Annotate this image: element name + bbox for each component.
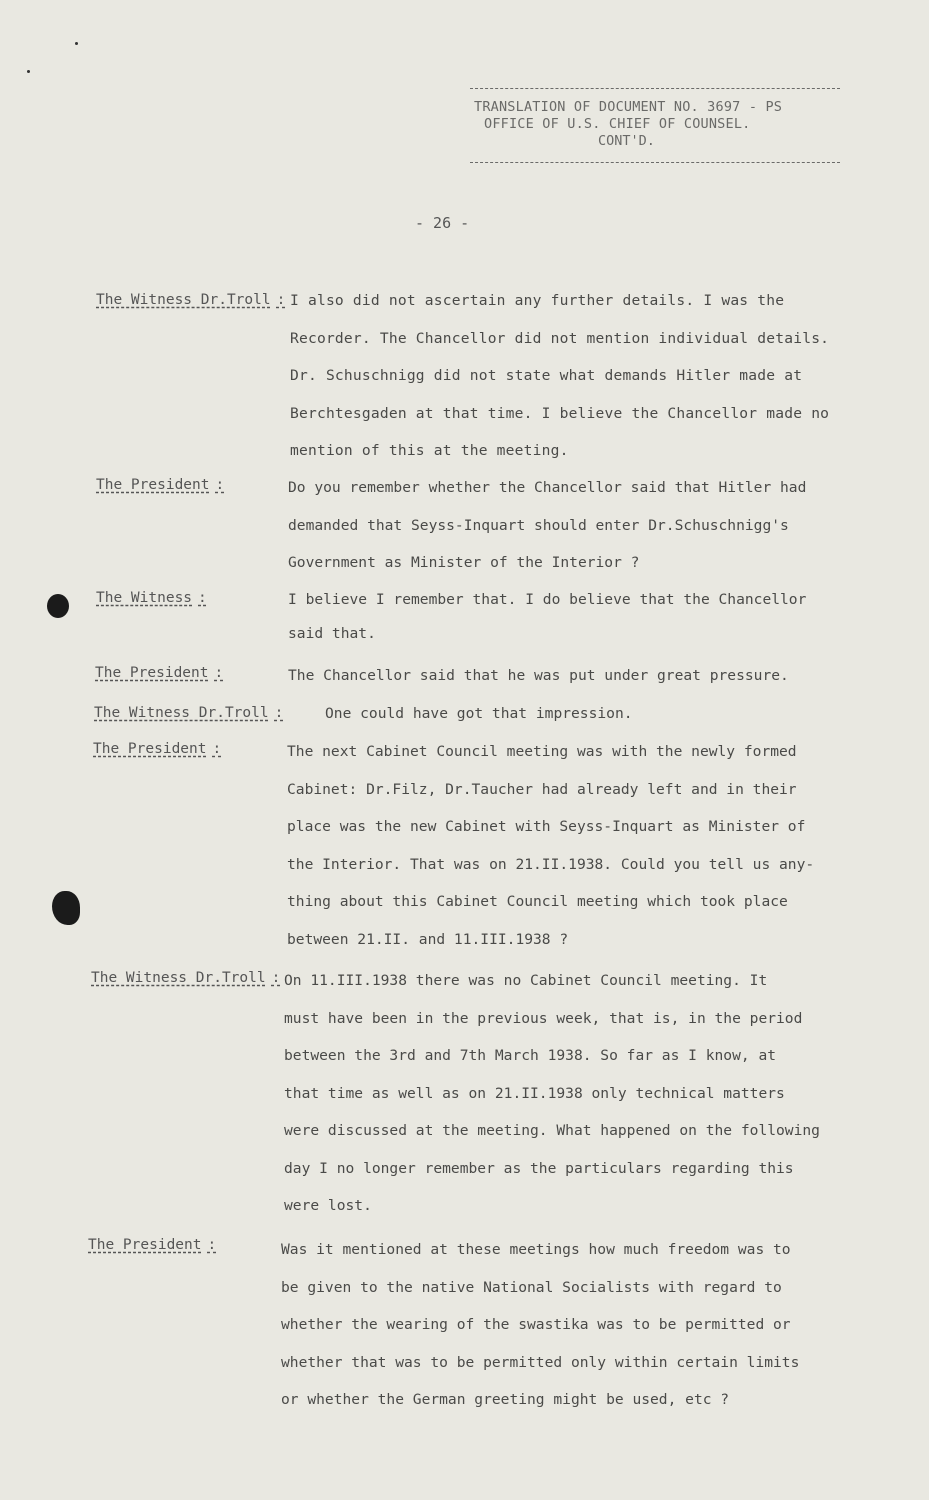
scan-speck: [75, 42, 78, 45]
testimony-text: The Chancellor said that he was put under great pressure.: [288, 667, 789, 684]
speaker-label: The Witness Dr.Troll :: [94, 705, 284, 721]
header-line-1: TRANSLATION OF DOCUMENT NO. 3697 - PS: [474, 99, 783, 115]
testimony-text: I believe I remember that. I do believe that the Chancellor said that.: [288, 591, 807, 642]
document-header: [470, 88, 840, 163]
speaker-label: The President :: [93, 741, 222, 757]
header-line-2: OFFICE OF U.S. CHIEF OF COUNSEL.: [484, 116, 751, 132]
ink-blot: [47, 594, 69, 618]
speaker-label: The President :: [88, 1237, 217, 1253]
testimony-text: I also did not ascertain any further details. I was the Recorder. The Chancellor did not mention individual details. Dr. Schuschnigg did not state what demands Hitler made at Berchtesgaden at that time. I believe the Chancellor made no mention of this at the meeting.: [290, 292, 830, 459]
header-rule-bottom: [470, 162, 840, 163]
header-line-3: CONT'D.: [598, 133, 655, 149]
speaker-label: The Witness :: [96, 590, 207, 606]
speaker-label: The President :: [95, 665, 224, 681]
header-rule-top: [470, 88, 840, 89]
speaker-label: The Witness Dr.Troll :: [96, 292, 286, 308]
scan-speck: [27, 70, 30, 73]
testimony-text: On 11.III.1938 there was no Cabinet Council meeting. It must have been in the previous week, that is, in the period between the 3rd and 7th March 1938. So far as I know, at that time as well as on 21.II.1938 only technical matters were discussed at the meeting. What happened on the following day I no longer remember as the particulars regarding this were lost.: [284, 972, 820, 1214]
ink-blot: [52, 891, 80, 925]
testimony-text: One could have got that impression.: [325, 705, 633, 722]
testimony-text: Do you remember whether the Chancellor said that Hitler had demanded that Seyss-Inquart should enter Dr.Schuschnigg's Government as Minister of the Interior ?: [288, 479, 807, 571]
page-number: - 26 -: [415, 214, 470, 232]
testimony-text: The next Cabinet Council meeting was with the newly formed Cabinet: Dr.Filz, Dr.Taucher had already left and in their place was the new Cabinet with Seyss-Inquart as Minister of the Interior. That was on 21.II.1938. Could you tell us any- thing about this Cabinet Council meeting which took place between 21.II. and 11.III.1938 ?: [287, 743, 815, 948]
testimony-text: Was it mentioned at these meetings how much freedom was to be given to the native National Socialists with regard to whether the wearing of the swastika was to be permitted or whether that was to be permitted only within certain limits or whether the German greeting might be used, etc ?: [281, 1241, 800, 1408]
speaker-label: The Witness Dr.Troll :: [91, 970, 281, 986]
speaker-label: The President :: [96, 477, 225, 493]
